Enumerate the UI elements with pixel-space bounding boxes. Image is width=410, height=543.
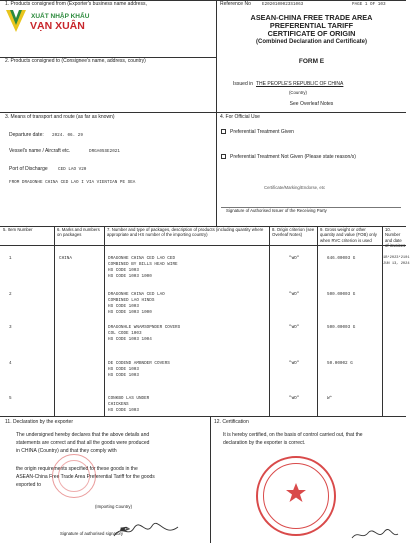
row-description-line: DE CODEND AMBNDER COVERS xyxy=(108,361,170,366)
box1-label: 1. Products consigned from (Exporter's business name address, xyxy=(5,1,147,7)
table-header-bottom-border xyxy=(0,245,406,246)
row-description-line: DRAGONHLE WNAMSOPNDER COVERS xyxy=(108,325,181,330)
col-header-description: 7. Number and type of packages, description of products (including quantity where appropriate and HS number of the importing country) xyxy=(107,227,264,238)
certification-marking-line: Certificate/Marking/Endorse, etc xyxy=(264,185,326,190)
row-gross-weight: 646.00003 G xyxy=(327,256,356,261)
declaration-text-line: The undersigned hereby declares that the above details and xyxy=(16,432,150,438)
departure-label: Departure date: xyxy=(9,132,44,138)
row-origin-criterion: "WO" xyxy=(289,325,300,330)
overleaf-notes: See Overleaf Notes xyxy=(289,101,334,107)
col-header-marks: 6. Marks and numbers on packages xyxy=(57,227,100,238)
row-hs-code: COL CODE 1003 xyxy=(108,331,142,336)
box12-label: 12. Certification xyxy=(214,419,249,425)
declaration-text-line: statements are correct and that all the goods were produced xyxy=(16,440,150,446)
footer-vertical-divider xyxy=(210,416,211,543)
row-item-number: 1 xyxy=(9,256,12,261)
table-bottom-border xyxy=(0,416,406,417)
exporter-signature-scribble xyxy=(112,522,182,540)
row-hs-code: HS CODE 1003 xyxy=(108,408,139,413)
declaration-text-line: the origin requirements specified for these goods in the xyxy=(16,466,138,472)
reference-number: E2020100023S1063 xyxy=(262,1,304,7)
col-header-origin: 8. Origin criterion (see Overleaf Notes) xyxy=(272,227,315,238)
row-description-line: COMBINED LAO HINDS xyxy=(108,298,155,303)
form-subtitle: (Combined Declaration and Certificate) xyxy=(255,39,368,45)
preferential-not-given-checkbox[interactable] xyxy=(221,154,226,159)
box2-label: 2. Products consigned to (Consignee's name, address, country) xyxy=(5,58,146,64)
invoice-number: 1B*2023*2101 xyxy=(383,256,410,260)
form-title-line3: CERTIFICATE OF ORIGIN xyxy=(267,29,356,38)
logo-tagline: XUẤT NHẬP KHẨU xyxy=(31,13,90,20)
invoice-date: JUN 13, 2024 xyxy=(383,262,410,266)
row-origin-criterion: "WO" xyxy=(289,256,300,261)
row-item-number: 3 xyxy=(9,325,12,330)
row-description-line: CONKBO LAS UNDER xyxy=(108,396,150,401)
row-description-line: CHICKENS xyxy=(108,402,129,407)
preferential-given-label: Preferential Treatment Given xyxy=(230,129,294,135)
row-description-line: DRAGONHE CHINA CED LAO xyxy=(108,292,165,297)
table-col-divider xyxy=(317,226,318,416)
country-hint: (Country) xyxy=(289,90,307,95)
row-hs-code: HS CODE 1003 xyxy=(108,268,139,273)
page-counter: PAGE 1 OF 103 xyxy=(352,1,386,7)
row-hs-code: HS CODE 1003 1000 xyxy=(108,310,152,315)
form-type: FORM E xyxy=(298,58,325,65)
row-description-line: COMBINED BY BILLS HEAD WIRE xyxy=(108,262,178,267)
route-value: FROM DRAGONHE CHINA CED LAO I VIA VIENTIAN PE SEA xyxy=(9,180,136,185)
row-hs-code: HS CODE 1003 xyxy=(108,373,139,378)
preferential-given-checkbox[interactable] xyxy=(221,129,226,134)
row-hs-code: HS CODE 1003 1004 xyxy=(108,337,152,342)
vessel-value: DRGA05SE2021 xyxy=(89,148,120,154)
discharge-label: Port of Discharge xyxy=(9,166,48,172)
table-col-divider xyxy=(382,226,383,416)
exporter-company-stamp-inner xyxy=(58,460,90,492)
row-description-line: DRAGONHE CHINA CED LAO CED xyxy=(108,256,176,261)
row-hs-code: HS CODE 1003 1000 xyxy=(108,274,152,279)
table-col-divider xyxy=(269,226,270,416)
declaration-text-line: exported to xyxy=(16,482,42,488)
declaration-text-line: in CHINA (Country) and that they comply with xyxy=(16,448,117,454)
logo-brand-name: VẠN XUÂN xyxy=(30,20,85,32)
form-title-line1: ASEAN-CHINA FREE TRADE AREA xyxy=(250,13,373,22)
stamp-star-icon xyxy=(285,482,307,504)
row-item-number: 2 xyxy=(9,292,12,297)
box2-bottom-border xyxy=(0,112,406,113)
row-origin-criterion: "WO" xyxy=(289,396,300,401)
discharge-value: CED LAO V20 xyxy=(58,166,87,172)
box4-label: 4. For Official Use xyxy=(220,114,260,120)
declaration-text-line: ASEAN-China Free Trade Area Preferential Tariff for the goods xyxy=(16,474,155,480)
form-title-line2: PREFERENTIAL TARIFF xyxy=(269,21,354,30)
exporter-handwritten-signature: ✒ xyxy=(118,522,130,538)
box11-label: 11. Declaration by the exporter xyxy=(5,419,74,425)
row-hs-code: HS CODE 1003 xyxy=(108,304,139,309)
certifier-signature-scribble xyxy=(350,528,400,542)
col-header-weight: 9. Gross weight or other quantity and value (FOB) only when RVC criterion is used xyxy=(320,227,377,243)
van-xuan-logo-icon xyxy=(6,8,26,34)
row-item-number: 4 xyxy=(9,361,12,366)
box3-label: 3. Means of transport and route (as far as known) xyxy=(5,114,115,120)
row-gross-weight: 50.00002 G xyxy=(327,361,353,366)
row-item-number: 5 xyxy=(9,396,12,401)
certification-text-line: declaration by the exporter is correct. xyxy=(223,440,306,446)
table-col-divider xyxy=(104,226,105,416)
certification-text-line: It is hereby certified, on the basis of control carried out, that the xyxy=(223,432,363,438)
preferential-not-given-label: Preferential Treatment Not Given (Please state reason/s) xyxy=(230,154,356,160)
row-gross-weight: 500.00003 G xyxy=(327,292,356,297)
row-origin-criterion: "WO" xyxy=(289,361,300,366)
col-header-item: 5. Item Number xyxy=(3,227,33,232)
vessel-label: Vessel's name / Aircraft etc. xyxy=(9,148,71,154)
reference-label: Reference No xyxy=(220,1,251,7)
importing-country-hint: (Importing Country) xyxy=(95,504,133,509)
col-header-invoice: 10. Number and date of invoices xyxy=(385,227,406,249)
issued-in-label: Issued in xyxy=(233,81,254,87)
row-marks: CHINA xyxy=(59,256,72,261)
row-hs-code: HS CODE 1003 xyxy=(108,367,139,372)
issuer-signature-caption: Signature of Authorised Issuer of the Receiving Party xyxy=(226,208,327,213)
row-gross-weight: 500.00003 G xyxy=(327,325,356,330)
exporter-signature-caption: Signature of authorised signatory xyxy=(60,531,124,536)
row-origin-criterion: "WO" xyxy=(289,292,300,297)
issued-country: THE PEOPLE'S REPUBLIC OF CHINA xyxy=(256,81,344,87)
departure-value: 2024. 06. 29 xyxy=(52,132,83,138)
row-gross-weight: W* xyxy=(327,396,333,401)
table-col-divider xyxy=(54,226,55,416)
